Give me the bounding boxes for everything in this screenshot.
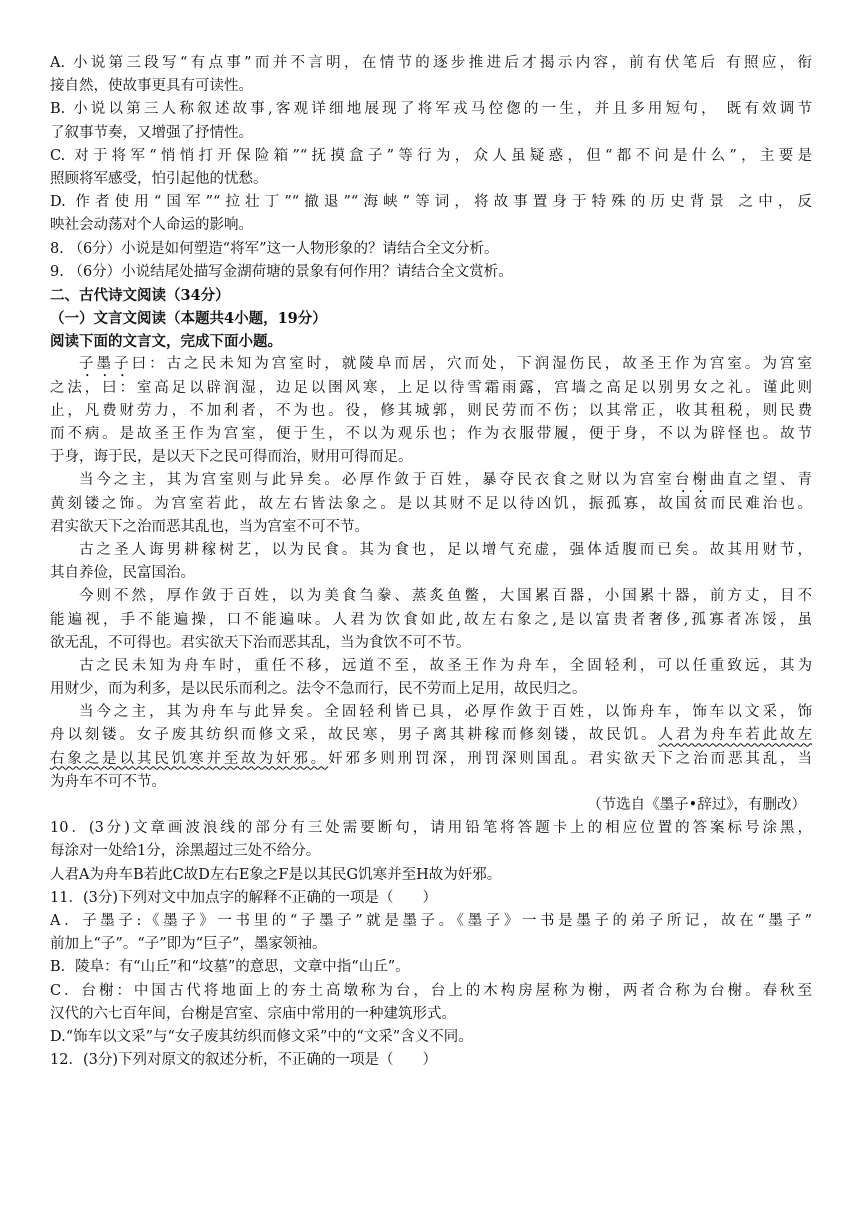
q7-option-d-line1: D. 作者使用“国军”“拉壮丁”“撤退”“海峡”等词，将故事置身于特殊的历史背景 之中，反 (50, 194, 812, 211)
exam-page (50, 52, 812, 1072)
passage-p1-line2: 之法，曰：室高足以辟润湿，边足以圉风寒，上足以待雪霜雨露，宫墙之高足以别男女之礼。谨此则 (50, 379, 812, 396)
question-11-option-a-line1: A．子墨子:《墨子》一书里的“子墨子”就是墨子。《墨子》一书是墨子的弟子所记，故在“墨子” (50, 912, 812, 929)
question-10-line1: 10．(3分)文章画波浪线的部分有三处需要断句，请用铅笔将答题卡上的相应位置的答案标号涂黑， (50, 820, 812, 837)
q7-option-b-line2: 了叙事节奏，又增强了抒情性。 (50, 124, 253, 141)
passage-p1-line3: 止，凡费财劳力，不加利者，不为也。役，修其城郭，则民劳而不伤；以其常正，收其租税，则民费 (50, 402, 812, 419)
passage-p2-line1: 当今之主，其为宫室则与此异矣。必厚作敛于百姓，暴夺民衣食之财以为宫室台榭曲直之望、青 (79, 472, 812, 489)
question-11-stem: 11．(3分)下列对文中加点字的解释不正确的一项是（ ） (50, 889, 437, 906)
question-8: 8. （6分）小说是如何塑造“将军”这一人物形象的？请结合全文分析。 (50, 240, 499, 257)
passage-p6-line2: 舟以刻镂。女子废其纺织而修文采，故民寒，男子离其耕稼而修刻镂，故民饥。人君为舟车若此故左 (50, 727, 812, 744)
passage-p4-line1: 今则不然，厚作敛于百姓，以为美食刍豢、蒸炙鱼鳖，大国累百器，小国累十器，前方丈，目不 (79, 588, 812, 605)
reading-instruction: 阅读下面的文言文，完成下面小题。 (50, 333, 282, 351)
passage-p4-line2: 能遍视，手不能遍操，口不能遍味。人君为饮食如此,故左右象之,是以富贵者奢侈,孤寡者冻馁，虽 (50, 611, 812, 628)
passage-p4-line3: 欲无乱，不可得也。君实欲天下治而恶其乱，当为食饮不可不节。 (50, 634, 471, 651)
passage-p5-line1: 古之民未知为舟车时，重任不移，远道不至，故圣王作为舟车，全固轻利，可以任重致远，其为 (79, 657, 812, 674)
passage-p6-line1: 当今之主，其为舟车与此异矣。全固轻利皆已具，必厚作敛于百姓，以饰舟车，饰车以文采，饰 (79, 704, 812, 721)
wavy-underline-segment-1: 人君为舟车若此故左 (658, 727, 812, 744)
question-11-option-a-line2: 前加上“子”。“子”即为“巨子”，墨家领袖。 (50, 936, 327, 953)
passage-p3-line2: 其自养俭，民富国治。 (50, 565, 195, 582)
dotted-term-taixie: 台榭 (674, 472, 710, 489)
passage-p1-line5: 于身，诲于民，是以天下之民可得而治，财用可得而足。 (50, 449, 413, 466)
question-11-option-d: D.“饰车以文采”与“女子废其纺织而修文采”中的“文采”含义不同。 (50, 1028, 473, 1045)
q7-option-a-line1: A. 小说第三段写“有点事”而并不言明，在情节的逐步推进后才揭示内容，前有伏笔后 有照应，衔 (50, 55, 812, 71)
question-10-line2: 每涂对一处给1分，涂黑超过三处不给分。 (50, 843, 321, 860)
question-11-option-b: B．陵阜：有“山丘”和“坟墓”的意思，文章中指“山丘”。 (50, 959, 410, 976)
question-12-stem: 12．(3分)下列对原文的叙述分析，不正确的一项是（ ） (50, 1052, 437, 1069)
dotted-term-zimozi: 子墨子 (79, 356, 132, 373)
question-10-line3: 人君A为舟车B若此C故D左右E象之F是以其民G饥寒并至H故为奸邪。 (50, 866, 502, 883)
passage-p1-line4: 而不病。是故圣王作为宫室，便于生，不以为观乐也；作为衣服带履，便于身，不以为辟怪也。故节 (50, 426, 812, 442)
q7-option-a-line2: 接自然，使故事更具有可读性。 (50, 78, 253, 95)
passage-p3-line1: 古之圣人诲男耕稼树艺，以为民食。其为食也，足以增气充虚，强体适腹而已矣。故其用财节， (79, 541, 812, 558)
q7-option-c-line2: 照顾将军感受，怕引起他的忧愁。 (50, 170, 268, 187)
passage-source: （节选自《墨子•辞过》，有删改） (587, 797, 806, 813)
question-9: 9. （6分）小说结尾处描写金湖荷塘的景象有何作用？请结合全文赏析。 (50, 263, 513, 280)
q7-option-c-line1: C. 对于将军“悄悄打开保险箱”“抚摸盒子”等行为，众人虽疑惑，但“都不问是什么”，主要是 (50, 147, 812, 164)
question-11-option-c-line2: 汉代的六七百年间，台榭是宫室、宗庙中常用的一种建筑形式。 (50, 1005, 456, 1022)
passage-p2-line3: 君实欲天下之治而恶其乱也，当为宫室不可不节。 (50, 518, 369, 535)
subsection-1-title: （一）文言文阅读（本题共4小题，19分） (50, 310, 327, 328)
passage-p5-line2: 用财少，而为利多，是以民乐而利之。法令不急而行，民不劳而上足用，故民归之。 (50, 681, 587, 698)
section-2-title: 二、古代诗文阅读（34分） (50, 286, 230, 304)
q7-option-d-line2: 映社会动荡对个人命运的影响。 (50, 217, 253, 234)
passage-p6-line3: 右象之是以其民饥寒并至故为奸邪。奸邪多则刑罚深，刑罚深则国乱。君实欲天下之治而恶其乱，当 (50, 750, 812, 767)
wavy-underline-segment-2: 右象之是以其民饥寒并至故为奸邪。 (50, 750, 329, 767)
q7-option-b-line1: B. 小说以第三人称叙述故事,客观详细地展现了将军戎马倥偬的一生，并且多用短句， 既有效调节 (50, 101, 812, 118)
question-11-option-c-line1: C．台榭：中国古代将地面上的夯土高墩称为台，台上的木构房屋称为榭，两者合称为台榭。春秋至 (50, 982, 812, 999)
passage-p2-line2: 黄刻镂之饰。为宫室若此，故左右皆法象之。是以其财不足以待凶饥，振孤寡，故国贫而民难治也。 (50, 495, 812, 512)
passage-p1-line1: 子墨子曰：古之民未知为宫室时，就陵阜而居，穴而处，下润湿伤民，故圣王作为宫室。为宫室 (79, 356, 812, 373)
passage-p6-line4: 为舟车不可不节。 (50, 773, 166, 790)
